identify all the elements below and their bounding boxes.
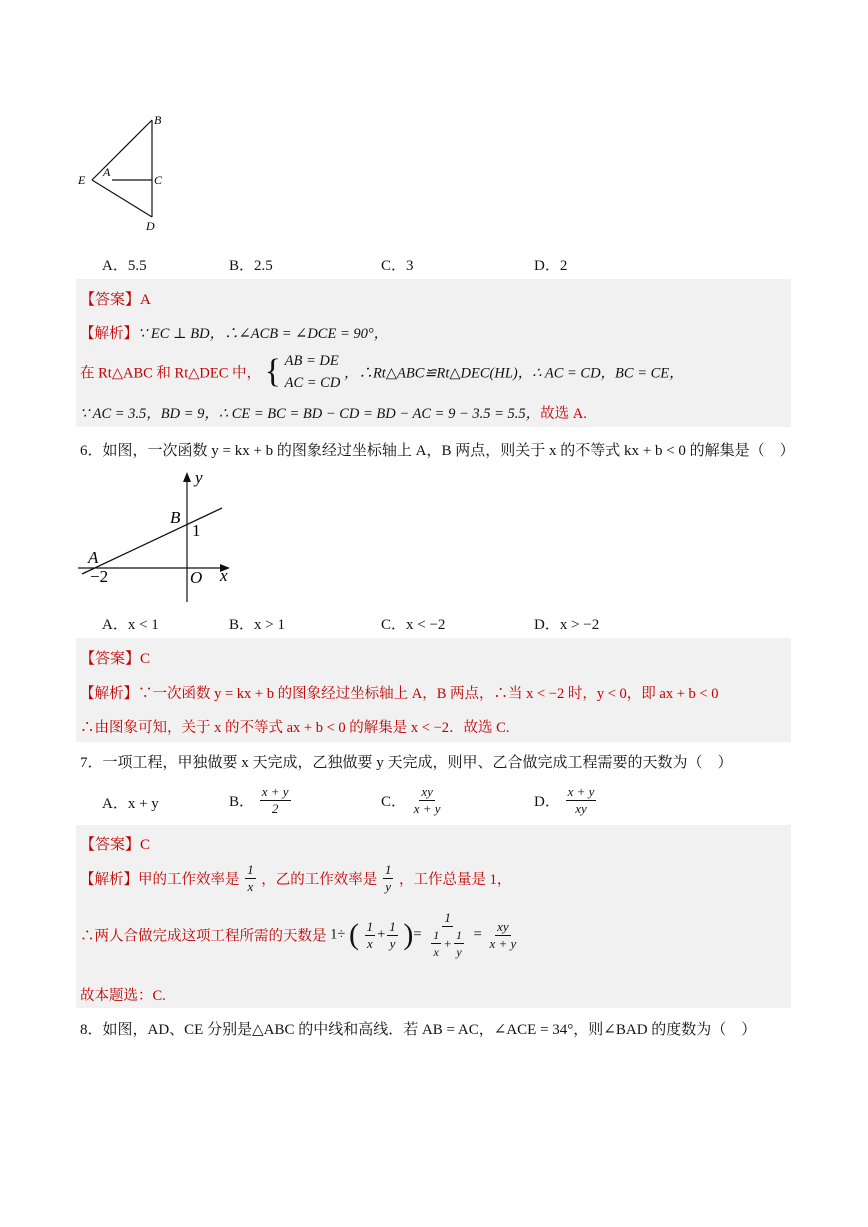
q7-option-c: C． $\frac{xy}{x + y}$ — [381, 784, 441, 816]
q5-analysis-line1: 【解析】∵ EC ⊥ BD，∴∠ACB = ∠DCE = 90°， — [80, 326, 389, 342]
edge-ED — [92, 180, 152, 217]
q6-option-d: D．x > −2 — [534, 617, 600, 633]
q6-option-c: C．x < −2 — [381, 617, 446, 633]
label-y: y — [195, 468, 203, 487]
label-O: O — [190, 568, 203, 587]
q7-option-a: A．x + y — [102, 796, 159, 812]
label-B: B — [154, 113, 162, 127]
edge-EB — [92, 120, 152, 180]
q6-option-a: A．x < 1 — [102, 617, 159, 633]
q5-analysis-line3: ∵ AC = 3.5，BD = 9，∴ CE = BC = BD − CD = BD − AC = 9 − 3.5 = 5.5，故选 A. — [80, 406, 587, 422]
q6-analysis-line2: ∴由图象可知，关于 x 的不等式 ax + b < 0 的解集是 x < −2．故选 C. — [80, 720, 510, 736]
triangle-figure — [72, 110, 172, 238]
label-E: E — [78, 173, 86, 187]
label-A: A — [88, 548, 99, 567]
label-B: B — [170, 508, 181, 527]
q5-option-d: D．2 — [534, 258, 568, 274]
function-line — [82, 508, 222, 574]
q6-analysis-line1: 【解析】∵一次函数 y = kx + b 的图象经过坐标轴上 A，B 两点，∴当 x < −2 时，y < 0，即 ax + b < 0 — [80, 686, 719, 702]
q5-analysis-line2: 在 Rt△ABC 和 Rt△DEC 中， { AB = DE AC = CD ，∴Rt△ABC≌Rt△DEC(HL)，∴ AC = CD，BC = CE， — [80, 353, 684, 391]
q7-analysis-line3: 故本题选：C. — [80, 988, 166, 1004]
linear-function-graph — [74, 464, 244, 608]
label-A: A — [103, 165, 111, 179]
label-x: x — [220, 566, 228, 585]
label-C: C — [154, 173, 163, 187]
q5-option-b: B．2.5 — [229, 258, 273, 274]
q6-answer: 【答案】C — [80, 651, 151, 667]
q5-option-a: A．5.5 — [102, 258, 147, 274]
label-D: D — [146, 219, 155, 233]
q8-stem: 8．如图，AD、CE 分别是△ABC 的中线和高线．若 AB = AC，∠ACE = 34°，则∠BAD 的度数为（ ） — [80, 1022, 757, 1038]
label-minus-two: −2 — [90, 567, 109, 586]
q5-answer: 【答案】A — [80, 292, 151, 308]
y-axis-arrow — [183, 472, 191, 482]
q7-analysis-line1: 【解析】甲的工作效率是 $\frac{1}{x}$ ，乙的工作效率是 $\frac{1}{y}$ ，工作总量是 1， — [80, 862, 512, 894]
label-one: 1 — [192, 521, 201, 540]
q7-stem: 7．一项工程，甲独做要 x 天完成，乙独做要 y 天完成，则甲、乙合做完成工程需要的天数为（ ） — [80, 755, 733, 771]
q6-option-b: B．x > 1 — [229, 617, 285, 633]
q7-answer: 【答案】C — [80, 837, 151, 853]
q7-option-d: D． $\frac{x + y}{xy}$ — [534, 784, 595, 816]
q6-stem: 6．如图，一次函数 y = kx + b 的图象经过坐标轴上 A，B 两点，则关于 x 的不等式 kx + b < 0 的解集是（ ） — [80, 443, 795, 459]
q7-option-b: B． $\frac{x + y}{2}$ — [229, 784, 289, 816]
q7-analysis-line2: ∴两人合做完成这项工程所需的天数是 1÷ ( $\frac{1}{x}$ + $\frac{1}{y}$ )= 1 $\frac{1}{x}$ + $\frac{1}{y}$ = $\frac{xy}{x + y}$ — [80, 910, 517, 959]
q5-option-c: C．3 — [381, 258, 414, 274]
